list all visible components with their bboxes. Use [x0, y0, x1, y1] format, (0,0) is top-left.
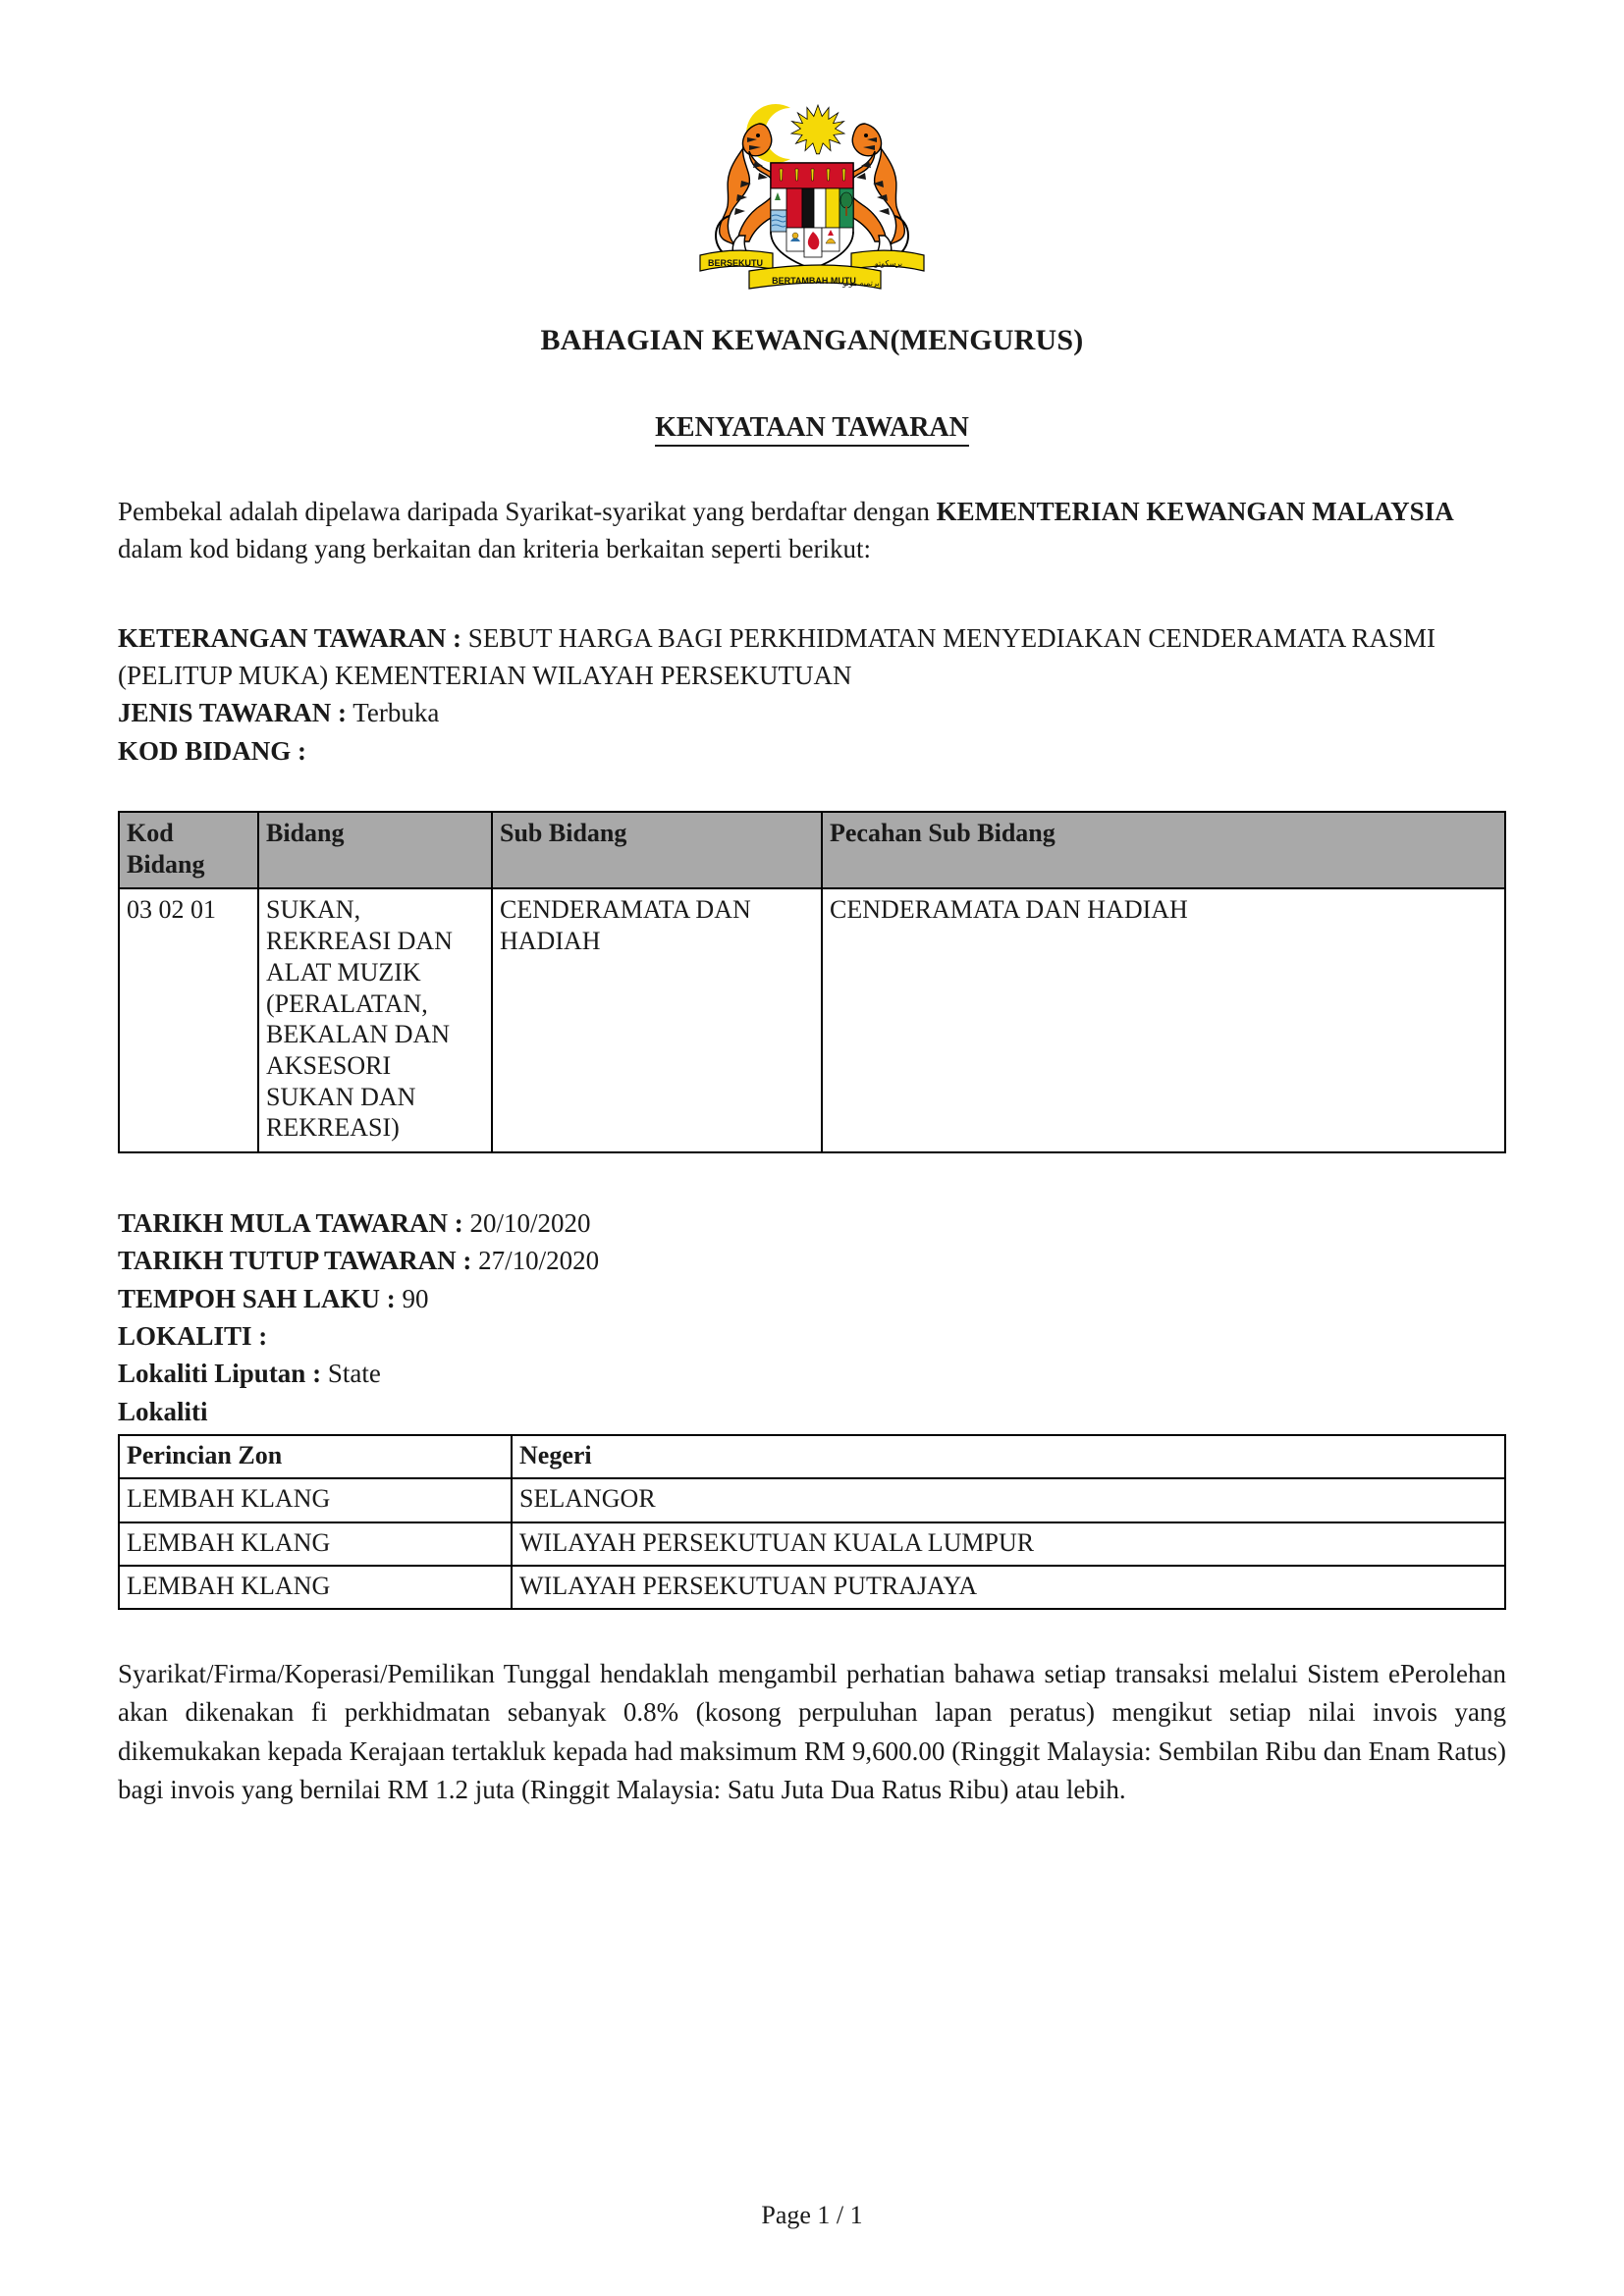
department-title: BAHAGIAN KEWANGAN(MENGURUS) [540, 324, 1084, 356]
field-keterangan-tawaran [118, 619, 1506, 695]
column-header-perincian-zon: Perincian Zon [119, 1435, 512, 1478]
cell-kod-bidang: 03 02 01 [119, 888, 258, 1152]
lokaliti-label: LOKALITI : [118, 1321, 268, 1352]
keterangan-label: KETERANGAN TAWARAN : [118, 622, 462, 653]
cell-negeri: WILAYAH PERSEKUTUAN PUTRAJAYA [512, 1566, 1505, 1609]
cell-zon: LEMBAH KLANG [119, 1478, 512, 1522]
dates-block [118, 1204, 1506, 1430]
kod-bidang-label: KOD BIDANG : [118, 735, 307, 766]
svg-text:برتمبه موتو: برتمبه موتو [842, 279, 880, 288]
table-row [119, 1478, 1505, 1522]
column-header-bidang: Bidang [258, 812, 492, 888]
column-header-kod-bidang: Kod Bidang [119, 812, 258, 888]
column-header-sub-bidang: Sub Bidang [492, 812, 822, 888]
tarikh-tutup-value: 27/10/2020 [471, 1246, 600, 1276]
svg-text:BERSEKUTU: BERSEKUTU [707, 258, 764, 268]
tempoh-value: 90 [395, 1283, 429, 1313]
field-lokaliti [118, 1317, 1506, 1355]
page-title [0, 412, 1624, 444]
table-row [119, 888, 1505, 1152]
intro-paragraph [118, 493, 1506, 568]
cell-sub-bidang: CENDERAMATA DAN HADIAH [492, 888, 822, 1152]
tarikh-mula-value: 20/10/2020 [462, 1208, 591, 1239]
field-tempoh-sah-laku [118, 1280, 1506, 1317]
table-row [119, 1522, 1505, 1566]
lokaliti-liputan-value: State [321, 1359, 381, 1389]
tarikh-mula-label: TARIKH MULA TAWARAN : [118, 1208, 463, 1239]
closing-paragraph: Syarikat/Firma/Koperasi/Pemilikan Tunggal hendaklah mengambil perhatian bahawa setiap transaksi melalui Sistem ePerolehan akan dikenakan fi perkhidmatan sebanyak 0.8% (kosong perpuluhan lapan peratus) mengikut setiap nilai invois yang dikemukakan kepada Kerajaan tertakluk kepada had maksimum RM 9,600.00 (Ringgit Malaysia: Sembilan Ribu dan Enam Ratus) bagi invois yang bernilai RM 1.2 juta (Ringgit Malaysia: Satu Juta Dua Ratus Ribu) atau lebih. [118, 1658, 1506, 1805]
field-jenis-tawaran [118, 694, 1506, 731]
jenis-value: Terbuka [347, 698, 440, 728]
cell-zon: LEMBAH KLANG [119, 1566, 512, 1609]
cell-zon: LEMBAH KLANG [119, 1522, 512, 1566]
lokaliti-liputan-label: Lokaliti Liputan : [118, 1359, 322, 1389]
column-header-negeri: Negeri [512, 1435, 1505, 1478]
crest-container [0, 0, 1624, 302]
tarikh-tutup-label: TARIKH TUTUP TAWARAN : [118, 1246, 472, 1276]
intro-part1: Pembekal adalah dipelawa daripada Syarikat-syarikat yang berdaftar dengan [118, 497, 937, 526]
cell-negeri: SELANGOR [512, 1478, 1505, 1522]
lokaliti-table [118, 1434, 1506, 1610]
intro-part2: dalam kod bidang yang berkaitan dan kriteria berkaitan seperti berikut: [118, 534, 871, 564]
page-footer: Page 1 / 1 [761, 2201, 863, 2229]
page-title-text: KENYATAAN TAWARAN [655, 412, 969, 447]
cell-negeri: WILAYAH PERSEKUTUAN KUALA LUMPUR [512, 1522, 1505, 1566]
intro-bold-ministry: KEMENTERIAN KEWANGAN MALAYSIA [936, 497, 1454, 526]
svg-text:برسكوتو: برسكوتو [874, 259, 903, 268]
kod-bidang-table [118, 811, 1506, 1153]
cell-bidang: SUKAN, REKREASI DAN ALAT MUZIK (PERALATAN, BEKALAN DAN AKSESORI SUKAN DAN REKREASI) [258, 888, 492, 1152]
column-header-pecahan-sub-bidang: Pecahan Sub Bidang [822, 812, 1505, 888]
field-tarikh-tutup [118, 1242, 1506, 1279]
keterangan-value: SEBUT HARGA BAGI PERKHIDMATAN MENYEDIAKAN CENDERAMATA RASMI (PELITUP MUKA) KEMENTERIAN WILAYAH PERSEKUTUAN [118, 622, 1436, 690]
cell-pecahan-sub-bidang: CENDERAMATA DAN HADIAH [822, 888, 1505, 1152]
tempoh-label: TEMPOH SAH LAKU : [118, 1283, 396, 1313]
jenis-label: JENIS TAWARAN : [118, 698, 348, 728]
field-kod-bidang [118, 732, 1506, 770]
field-lokaliti-liputan [118, 1355, 1506, 1392]
malaysia-coat-of-arms-icon [665, 86, 959, 297]
table-header-row [119, 812, 1505, 888]
lokaliti-table-heading: Lokaliti [118, 1396, 208, 1426]
offer-details-block [118, 619, 1506, 770]
document-body [118, 493, 1506, 1810]
table-row [119, 1566, 1505, 1609]
table-header-row [119, 1435, 1505, 1478]
svg-text:BERTAMBAH MUTU: BERTAMBAH MUTU [772, 276, 856, 286]
field-tarikh-mula [118, 1204, 1506, 1242]
